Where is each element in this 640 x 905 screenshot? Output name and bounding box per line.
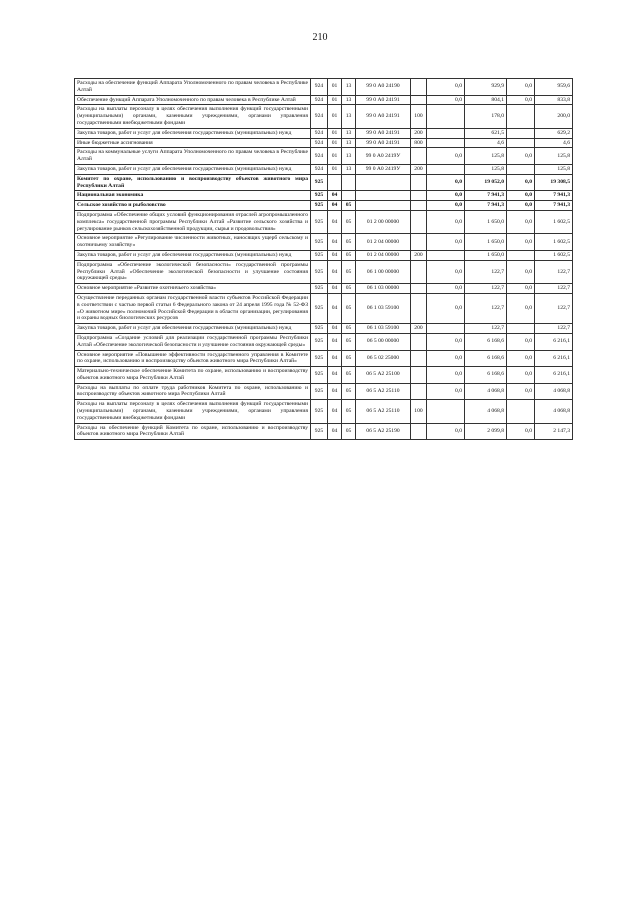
section-code-cell: 04 [328, 234, 342, 251]
amount-cell: 122,7 [465, 324, 507, 334]
amount-cell: 122,7 [465, 293, 507, 323]
section-code-cell: 04 [328, 423, 342, 440]
subsection-code-cell: 05 [342, 367, 356, 384]
expense-type-cell [411, 148, 427, 165]
ministry-code-cell: 924 [311, 79, 328, 96]
ministry-code-cell: 924 [311, 138, 328, 148]
budget-table [74, 78, 573, 440]
amount-cell [427, 324, 465, 334]
ministry-code-cell: 924 [311, 95, 328, 105]
ministry-code-cell: 925 [311, 400, 328, 423]
table-row [75, 250, 573, 260]
amount-cell: 7 941,3 [535, 191, 573, 201]
amount-cell [507, 164, 535, 174]
table-row [75, 210, 573, 233]
target-article-cell: 06 5 А2 25110 [356, 383, 411, 400]
target-article-cell: 06 5 00 00000 [356, 333, 411, 350]
amount-cell: 0,0 [427, 383, 465, 400]
section-code-cell: 04 [328, 210, 342, 233]
amount-cell: 0,0 [507, 210, 535, 233]
amount-cell: 0,0 [427, 367, 465, 384]
table-row [75, 260, 573, 283]
amount-cell: 6 216,1 [535, 367, 573, 384]
ministry-code-cell: 925 [311, 383, 328, 400]
ministry-code-cell: 925 [311, 284, 328, 294]
section-code-cell: 04 [328, 250, 342, 260]
amount-cell: 1 650,0 [465, 210, 507, 233]
amount-cell: 0,0 [507, 350, 535, 367]
section-code-cell: 04 [328, 400, 342, 423]
expense-name-cell: Национальная экономика [75, 191, 311, 201]
target-article-cell: 99 0 А0 24191 [356, 105, 411, 128]
table-row [75, 234, 573, 251]
table-row [75, 138, 573, 148]
amount-cell: 122,7 [535, 324, 573, 334]
amount-cell: 929,9 [465, 79, 507, 96]
target-article-cell: 06 1 03 59100 [356, 293, 411, 323]
target-article-cell: 06 1 03 59100 [356, 324, 411, 334]
table-row [75, 79, 573, 96]
section-code-cell: 04 [328, 260, 342, 283]
amount-cell: 1 650,0 [465, 234, 507, 251]
amount-cell: 1 602,5 [535, 210, 573, 233]
amount-cell: 0,0 [507, 383, 535, 400]
page-number: 210 [312, 32, 328, 43]
amount-cell: 0,0 [427, 210, 465, 233]
amount-cell: 833,8 [535, 95, 573, 105]
amount-cell: 0,0 [427, 191, 465, 201]
amount-cell: 1 602,5 [535, 250, 573, 260]
expense-type-cell: 200 [411, 250, 427, 260]
subsection-code-cell [342, 191, 356, 201]
expense-type-cell [411, 293, 427, 323]
target-article-cell: 99 0 А0 24191 [356, 95, 411, 105]
target-article-cell: 06 5 А2 25100 [356, 367, 411, 384]
amount-cell: 125,8 [465, 148, 507, 165]
ministry-code-cell: 925 [311, 174, 328, 191]
subsection-code-cell: 05 [342, 350, 356, 367]
expense-name-cell: Иные бюджетные ассигнования [75, 138, 311, 148]
section-code-cell: 01 [328, 164, 342, 174]
subsection-code-cell: 13 [342, 138, 356, 148]
target-article-cell [356, 201, 411, 211]
table-row [75, 95, 573, 105]
table-row [75, 324, 573, 334]
subsection-code-cell: 05 [342, 400, 356, 423]
table-row [75, 423, 573, 440]
expense-type-cell [411, 350, 427, 367]
section-code-cell: 04 [328, 333, 342, 350]
ministry-code-cell: 924 [311, 128, 328, 138]
section-code-cell: 04 [328, 201, 342, 211]
amount-cell: 7 941,3 [465, 201, 507, 211]
amount-cell: 125,8 [465, 164, 507, 174]
target-article-cell [356, 174, 411, 191]
amount-cell: 959,6 [535, 79, 573, 96]
subsection-code-cell [342, 174, 356, 191]
amount-cell: 122,7 [465, 284, 507, 294]
ministry-code-cell: 925 [311, 201, 328, 211]
amount-cell: 0,0 [427, 95, 465, 105]
subsection-code-cell: 13 [342, 148, 356, 165]
amount-cell [507, 128, 535, 138]
expense-type-cell: 200 [411, 164, 427, 174]
ministry-code-cell: 925 [311, 210, 328, 233]
expense-type-cell [411, 260, 427, 283]
amount-cell: 621,5 [465, 128, 507, 138]
expense-type-cell [411, 191, 427, 201]
expense-type-cell: 800 [411, 138, 427, 148]
subsection-code-cell: 05 [342, 383, 356, 400]
expense-type-cell [411, 423, 427, 440]
amount-cell: 0,0 [507, 148, 535, 165]
expense-name-cell: Основное мероприятие «Развитие охотничьего хозяйства» [75, 284, 311, 294]
amount-cell: 6 168,6 [465, 333, 507, 350]
amount-cell: 0,0 [507, 423, 535, 440]
table-row [75, 105, 573, 128]
target-article-cell: 01 2 00 00000 [356, 210, 411, 233]
amount-cell: 19 308,5 [535, 174, 573, 191]
table-row [75, 293, 573, 323]
subsection-code-cell: 05 [342, 210, 356, 233]
section-code-cell: 01 [328, 105, 342, 128]
subsection-code-cell: 13 [342, 105, 356, 128]
amount-cell: 0,0 [507, 333, 535, 350]
amount-cell: 1 602,5 [535, 234, 573, 251]
table-row [75, 333, 573, 350]
target-article-cell: 01 2 04 00000 [356, 234, 411, 251]
amount-cell: 178,0 [465, 105, 507, 128]
expense-name-cell: Закупка товаров, работ и услуг для обеспечения государственных (муниципальных) нужд [75, 324, 311, 334]
subsection-code-cell: 13 [342, 164, 356, 174]
section-code-cell: 01 [328, 95, 342, 105]
amount-cell [507, 400, 535, 423]
section-code-cell: 04 [328, 284, 342, 294]
expense-name-cell: Сельское хозяйство и рыболовство [75, 201, 311, 211]
expense-name-cell: Материально-техническое обеспечение Комитета по охране, использованию и воспроизводству объектов животного мира Республики Алтай [75, 367, 311, 384]
expense-name-cell: Расходы на обеспечение функций Комитета по охране, использованию и воспроизводству объектов животного мира Республики Алтай [75, 423, 311, 440]
subsection-code-cell: 13 [342, 95, 356, 105]
expense-type-cell [411, 367, 427, 384]
section-code-cell [328, 174, 342, 191]
amount-cell: 4,6 [465, 138, 507, 148]
amount-cell: 2 147,3 [535, 423, 573, 440]
expense-name-cell: Расходы на коммунальные услуги Аппарата Уполномоченного по правам человека в Республике Алтай [75, 148, 311, 165]
table-row [75, 148, 573, 165]
target-article-cell: 99 0 А0 2419У [356, 148, 411, 165]
ministry-code-cell: 924 [311, 164, 328, 174]
amount-cell: 0,0 [427, 148, 465, 165]
amount-cell [507, 105, 535, 128]
amount-cell: 6 216,1 [535, 350, 573, 367]
subsection-code-cell: 13 [342, 79, 356, 96]
section-code-cell: 04 [328, 383, 342, 400]
table-row [75, 128, 573, 138]
amount-cell: 0,0 [427, 174, 465, 191]
amount-cell [507, 324, 535, 334]
table-row [75, 164, 573, 174]
section-code-cell: 04 [328, 324, 342, 334]
amount-cell: 4,6 [535, 138, 573, 148]
section-code-cell: 01 [328, 128, 342, 138]
target-article-cell [356, 191, 411, 201]
table-body [75, 79, 573, 440]
section-code-cell: 01 [328, 148, 342, 165]
subsection-code-cell: 05 [342, 324, 356, 334]
target-article-cell: 06 5 А2 25110 [356, 400, 411, 423]
expense-name-cell: Закупка товаров, работ и услуг для обеспечения государственных (муниципальных) нужд [75, 164, 311, 174]
subsection-code-cell: 13 [342, 128, 356, 138]
amount-cell: 804,1 [465, 95, 507, 105]
target-article-cell: 06 5 02 25000 [356, 350, 411, 367]
target-article-cell: 99 0 А0 24191 [356, 128, 411, 138]
expense-name-cell: Обеспечение функций Аппарата Уполномоченного по правам человека в Республике Алтай [75, 95, 311, 105]
table-row [75, 350, 573, 367]
ministry-code-cell: 925 [311, 423, 328, 440]
amount-cell: 6 168,6 [465, 367, 507, 384]
expense-type-cell [411, 201, 427, 211]
target-article-cell: 06 1 00 00000 [356, 260, 411, 283]
target-article-cell: 06 1 03 00000 [356, 284, 411, 294]
amount-cell: 19 052,0 [465, 174, 507, 191]
amount-cell [427, 400, 465, 423]
ministry-code-cell: 925 [311, 293, 328, 323]
expense-name-cell: Закупка товаров, работ и услуг для обеспечения государственных (муниципальных) нужд [75, 250, 311, 260]
table-row [75, 400, 573, 423]
subsection-code-cell: 05 [342, 333, 356, 350]
expense-type-cell [411, 333, 427, 350]
ministry-code-cell: 925 [311, 250, 328, 260]
ministry-code-cell: 925 [311, 191, 328, 201]
subsection-code-cell: 05 [342, 260, 356, 283]
subsection-code-cell: 05 [342, 423, 356, 440]
expense-name-cell: Закупка товаров, работ и услуг для обеспечения государственных (муниципальных) нужд [75, 128, 311, 138]
ministry-code-cell: 925 [311, 260, 328, 283]
table-row [75, 284, 573, 294]
expense-name-cell: Расходы на выплаты по оплате труда работников Комитета по охране, использованию и воспроизводству объектов животного мира Республики Алтай [75, 383, 311, 400]
ministry-code-cell: 924 [311, 105, 328, 128]
amount-cell: 122,7 [535, 284, 573, 294]
section-code-cell: 04 [328, 191, 342, 201]
amount-cell: 0,0 [507, 174, 535, 191]
ministry-code-cell: 925 [311, 350, 328, 367]
ministry-code-cell: 925 [311, 324, 328, 334]
amount-cell: 0,0 [507, 367, 535, 384]
target-article-cell: 01 2 04 00000 [356, 250, 411, 260]
target-article-cell: 99 0 А0 2419У [356, 164, 411, 174]
amount-cell: 4 068,8 [535, 400, 573, 423]
expense-type-cell: 100 [411, 400, 427, 423]
subsection-code-cell: 05 [342, 293, 356, 323]
ministry-code-cell: 924 [311, 148, 328, 165]
subsection-code-cell: 05 [342, 201, 356, 211]
expense-type-cell [411, 174, 427, 191]
target-article-cell: 06 5 А2 25190 [356, 423, 411, 440]
table-row [75, 174, 573, 191]
amount-cell: 0,0 [427, 423, 465, 440]
amount-cell: 0,0 [507, 284, 535, 294]
amount-cell: 0,0 [507, 260, 535, 283]
ministry-code-cell: 925 [311, 234, 328, 251]
amount-cell: 0,0 [427, 234, 465, 251]
section-code-cell: 01 [328, 138, 342, 148]
target-article-cell: 99 0 А0 24191 [356, 138, 411, 148]
expense-name-cell: Подпрограмма «Обеспечение экологической безопасности» государственной программы Республики Алтай «Обеспечение экологической безопасности и улучшение состояния окружающей среды» [75, 260, 311, 283]
target-article-cell: 99 0 А0 24190 [356, 79, 411, 96]
expense-name-cell: Расходы на обеспечение функций Аппарата Уполномоченного по правам человека в Республике Алтай [75, 79, 311, 96]
amount-cell [427, 105, 465, 128]
expense-name-cell: Расходы на выплаты персоналу в целях обеспечения выполнения функций государственными (муниципальными) органами, казенными учреждениями, органами управления государственными внебюджетными фондами [75, 105, 311, 128]
amount-cell: 122,7 [535, 260, 573, 283]
expense-type-cell [411, 284, 427, 294]
expense-name-cell: Основное мероприятие «Повышение эффективности государственного управления в Комитете по охране, использованию и воспроизводству объектов животного мира Республики Алтай» [75, 350, 311, 367]
amount-cell [427, 128, 465, 138]
expense-type-cell: 200 [411, 128, 427, 138]
expense-name-cell: Расходы на выплаты персоналу в целях обеспечения выполнения функций государственными (муниципальными) органами, казенными учреждениями, органами управления государственными внебюджетными фондами [75, 400, 311, 423]
table-row [75, 191, 573, 201]
amount-cell: 6 216,1 [535, 333, 573, 350]
expense-name-cell: Осуществление переданных органам государственной власти субъектов Российской Федерации в соответствии с частью первой статьи 6 Федерального закона от 24 апреля 1995 года № 52-ФЗ «О животном мире» полномочий Российской Федерации в области организации, регулирования и охраны водных биологических ресурсов [75, 293, 311, 323]
table-row [75, 383, 573, 400]
amount-cell [427, 138, 465, 148]
amount-cell: 122,7 [465, 260, 507, 283]
subsection-code-cell: 05 [342, 284, 356, 294]
amount-cell: 4 068,8 [535, 383, 573, 400]
expense-type-cell [411, 210, 427, 233]
amount-cell [507, 250, 535, 260]
section-code-cell: 04 [328, 350, 342, 367]
expense-type-cell [411, 79, 427, 96]
section-code-cell: 04 [328, 367, 342, 384]
amount-cell: 0,0 [427, 284, 465, 294]
amount-cell: 0,0 [427, 293, 465, 323]
subsection-code-cell: 05 [342, 234, 356, 251]
amount-cell: 0,0 [427, 350, 465, 367]
amount-cell: 0,0 [427, 260, 465, 283]
amount-cell: 0,0 [507, 191, 535, 201]
amount-cell: 4 068,8 [465, 400, 507, 423]
amount-cell: 0,0 [507, 201, 535, 211]
amount-cell: 0,0 [507, 293, 535, 323]
ministry-code-cell: 925 [311, 367, 328, 384]
amount-cell: 0,0 [507, 95, 535, 105]
amount-cell: 7 941,3 [535, 201, 573, 211]
amount-cell: 2 099,8 [465, 423, 507, 440]
section-code-cell: 01 [328, 79, 342, 96]
amount-cell: 629,2 [535, 128, 573, 138]
section-code-cell: 04 [328, 293, 342, 323]
amount-cell: 7 941,3 [465, 191, 507, 201]
amount-cell [507, 138, 535, 148]
amount-cell: 0,0 [507, 79, 535, 96]
expense-name-cell: Подпрограмма «Обеспечение общих условий функционирования отраслей агропромышленного комплекса» государственной программы Республики Алтай «Развитие сельского хозяйства и регулирование рынков сельскохозяйственной продукции, сырья и продовольствия» [75, 210, 311, 233]
amount-cell: 0,0 [427, 333, 465, 350]
amount-cell: 200,0 [535, 105, 573, 128]
amount-cell: 4 068,8 [465, 383, 507, 400]
expense-type-cell: 100 [411, 105, 427, 128]
expense-type-cell [411, 234, 427, 251]
expense-name-cell: Основное мероприятие «Регулирование численности животных, наносящих ущерб сельскому и охотничьему хозяйству» [75, 234, 311, 251]
expense-name-cell: Комитет по охране, использованию и воспроизводству объектов животного мира Республики Алтай [75, 174, 311, 191]
subsection-code-cell: 05 [342, 250, 356, 260]
ministry-code-cell: 925 [311, 333, 328, 350]
expense-type-cell: 200 [411, 324, 427, 334]
table-row [75, 201, 573, 211]
amount-cell: 0,0 [427, 201, 465, 211]
amount-cell: 0,0 [427, 79, 465, 96]
amount-cell: 122,7 [535, 293, 573, 323]
expense-type-cell [411, 95, 427, 105]
amount-cell: 125,8 [535, 148, 573, 165]
expense-name-cell: Подпрограмма «Создание условий для реализации государственной программы Республики Алтай «Обеспечение экологической безопасности и улучшение состояния окружающей среды» [75, 333, 311, 350]
expense-type-cell [411, 383, 427, 400]
amount-cell: 0,0 [507, 234, 535, 251]
amount-cell: 6 168,6 [465, 350, 507, 367]
amount-cell [427, 164, 465, 174]
amount-cell: 1 650,0 [465, 250, 507, 260]
amount-cell [427, 250, 465, 260]
table-row [75, 367, 573, 384]
amount-cell: 125,8 [535, 164, 573, 174]
